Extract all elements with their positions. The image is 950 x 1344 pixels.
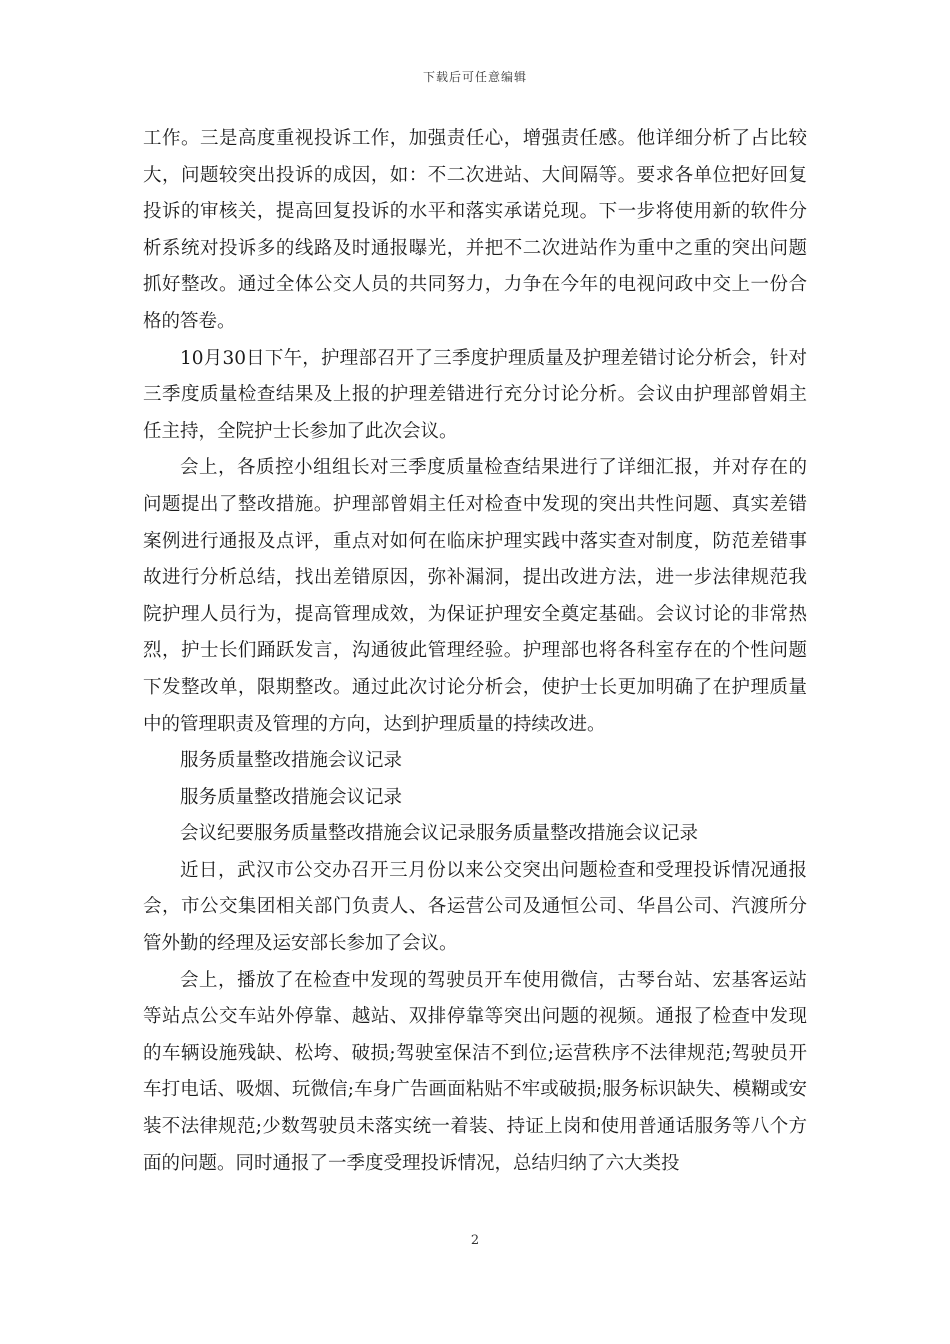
- paragraph-nursing-report: 会上，各质控小组组长对三季度质量检查结果进行了详细汇报，并对存在的问题提出了整改措施。护理部曾娟主任对检查中发现的突出共性问题、真实差错案例进行通报及点评，重点对如何在临床护理实践中落实查对制度，防范差错事故进行分析总结，找出差错原因，弥补漏洞，提出改进方法，进一步法律规范我院护理人员行为，提高管理成效，为保证护理安全奠定基础。会议讨论的非常热烈，护士长们踊跃发言，沟通彼此管理经验。护理部也将各科室存在的个性问题下发整改单，限期整改。通过此次讨论分析会，使护士长更加明确了在护理质量中的管理职责及管理的方向，达到护理质量的持续改进。: [143, 457, 807, 735]
- document-body: [143, 121, 807, 1182]
- paragraph-continuation: 工作。三是高度重视投诉工作，加强责任心，增强责任感。他详细分析了占比较大，问题较突出投诉的成因，如：不二次进站、大间隔等。要求各单位把好回复投诉的审核关，提高回复投诉的水平和落实承诺兑现。下一步将使用新的软件分析系统对投诉多的线路及时通报曝光，并把不二次进站作为重中之重的突出问题抓好整改。通过全体公交人员的共同努力，力争在今年的电视问政中交上一份合格的答卷。: [143, 128, 807, 332]
- paragraph-nursing-meeting: 10月30日下午，护理部召开了三季度护理质量及护理差错讨论分析会，针对三季度质量检查结果及上报的护理差错进行充分讨论分析。会议由护理部曾娟主任主持，全院护士长参加了此次会议。: [143, 347, 807, 442]
- page-number: 2: [470, 1233, 480, 1248]
- paragraph-bus-issues: 会上，播放了在检查中发现的驾驶员开车使用微信，古琴台站、宏基客运站等站点公交车站外停靠、越站、双排停靠等突出问题的视频。通报了检查中发现的车辆设施残缺、松垮、破损;驾驶室保洁不到位;运营秩序不法律规范;驾驶员开车打电话、吸烟、玩微信;车身广告画面粘贴不牢或破损;服务标识缺失、模糊或安装不法律规范;少数驾驶员未落实统一着装、持证上岗和使用普通话服务等八个方面的问题。同时通报了一季度受理投诉情况，总结归纳了六大类投: [143, 969, 807, 1174]
- page-header: 下载后可任意编辑: [422, 70, 527, 84]
- paragraph-bus-meeting: 近日，武汉市公交办召开三月份以来公交突出问题检查和受理投诉情况通报会，市公交集团相关部门负责人、各运营公司及通恒公司、华昌公司、汽渡所分管外勤的经理及运安部长参加了会议。: [143, 859, 807, 955]
- heading-line-3: 会议纪要服务质量整改措施会议记录服务质量整改措施会议记录: [180, 823, 699, 845]
- heading-line-1: 服务质量整改措施会议记录: [180, 750, 403, 772]
- heading-line-2: 服务质量整改措施会议记录: [180, 786, 403, 808]
